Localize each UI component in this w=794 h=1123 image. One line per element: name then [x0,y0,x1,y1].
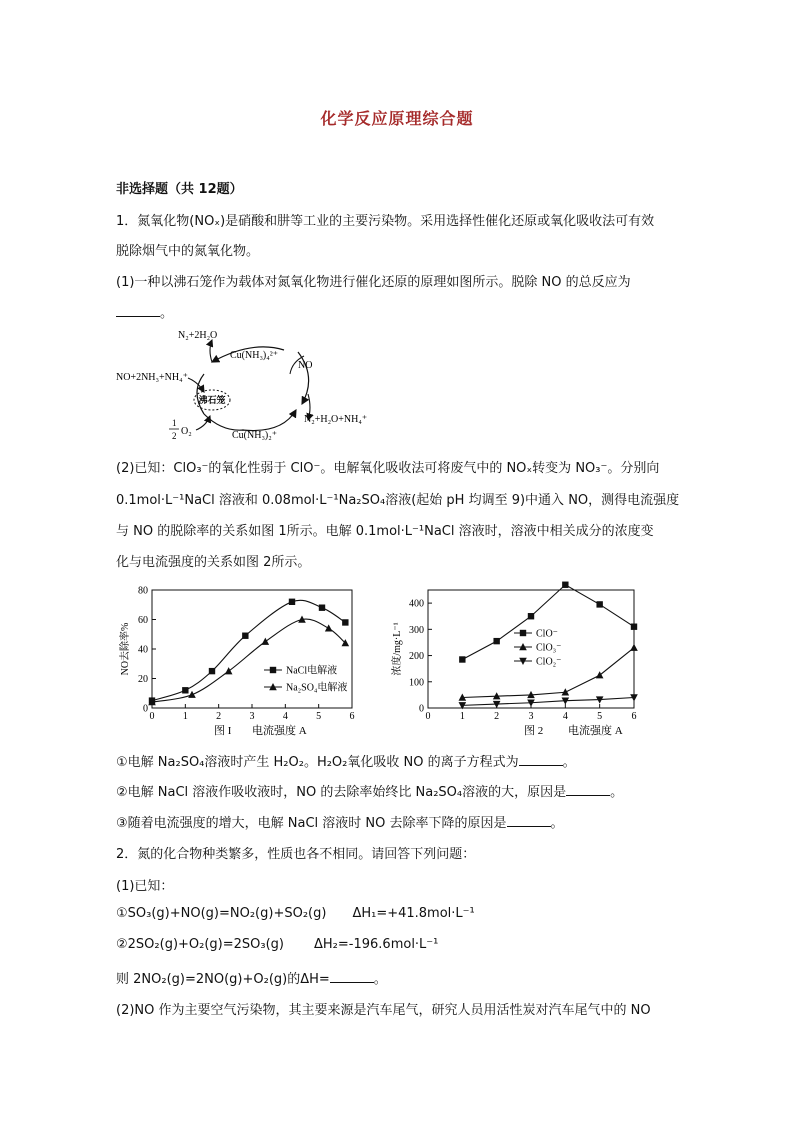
diagram-left: NO+2NH₃+NH₄⁺ [116,372,188,383]
y-tick-label: 40 [138,644,148,656]
page-title: 化学反应原理综合题 [320,109,474,128]
y-tick-label: 0 [419,703,424,715]
q2-part2: (2)NO 作为主要空气污染物，其主要来源是汽车尾气，研究人员用活性炭对汽车尾气中的 NO [116,1003,651,1018]
answer-blank[interactable] [116,304,160,317]
x-axis-label: 电流强度 A [568,725,623,737]
q1-part1-text: (1)一种以沸石笼作为载体对氮氧化物进行催化还原的原理如图所示。脱除 NO 的总反应为 [116,275,631,290]
legend-label: ClO₃⁻ [536,642,562,654]
y-tick-label: 0 [143,703,148,715]
y-tick-label: 300 [409,624,424,636]
data-point [188,691,196,698]
x-tick-label: 1 [182,711,188,722]
data-point [493,638,499,644]
data-point [289,599,295,605]
data-point [528,613,534,619]
x-tick-label: 0 [149,711,155,722]
series-line-2 [462,648,634,698]
y-tick-label: 60 [138,615,148,626]
x-tick-label: 1 [459,711,465,722]
data-point [596,601,602,607]
data-point [631,624,637,630]
data-point [459,656,465,662]
x-tick-label: 2 [216,711,222,722]
q2-eq2: ②2SO₂(g)+O₂(g)=2SO₃(g) ΔH₂=-196.6mol·L⁻¹ [116,937,439,952]
data-point [562,688,570,695]
legend-marker [270,667,276,673]
q1-sub2: ②电解 NaCl 溶液作吸收液时，NO 的去除率始终比 Na₂SO₄溶液的大，原因是 。 [116,785,624,800]
q2-part1: (1)已知： [116,879,174,894]
q1-intro-b: 脱除烟气中的氮氧化物。 [116,244,260,259]
q1-sub1: ①电解 Na₂SO₄溶液时产生 H₂O₂。H₂O₂氧化吸收 NO 的离子方程式为 。 [116,755,576,770]
figure-caption: 图 I [214,725,232,737]
y-tick-label: 200 [409,651,424,663]
legend-label: Na₂SO₄电解液 [286,682,348,694]
x-tick-label: 3 [249,711,255,722]
diagram-center: 沸石笼 [198,395,226,405]
y-axis-label: 浓度/mg·L⁻¹ [392,622,403,676]
q1-part2-a: (2)已知：ClO₃⁻的氧化性弱于 ClO⁻。电解氧化吸收法可将废气中的 NOₓ转变为 NO₃⁻。分别向 [116,461,660,476]
q1-part2-b: 0.1mol·L⁻¹NaCl 溶液和 0.08mol·L⁻¹Na₂SO₄溶液(起始 pH 均调至 9)中通入 NO，测得电流强度 [116,493,680,508]
x-axis-label: 电流强度 A [252,725,307,737]
diagram-right: NO [298,360,313,371]
diagram-top-left: N₂+2H₂O [178,330,218,341]
data-point [630,644,638,651]
x-tick-label: 0 [425,711,431,722]
legend-marker [520,630,526,636]
diagram-top-right: Cu(NH₃)₄²⁺ [230,350,279,361]
data-point [182,687,188,693]
series-line-3 [462,698,634,706]
q1-part1-answer-line: 。 [116,302,173,321]
diagram-bottom-left-o2: O₂ [181,426,192,437]
y-tick-label: 100 [409,677,424,689]
q2-intro: 2．氮的化合物种类繁多，性质也各不相同。请回答下列问题： [116,847,476,862]
x-tick-label: 3 [528,711,534,722]
figure-caption: 图 2 [524,725,544,737]
q1-part2-c: 与 NO 的脱除率的关系如图 1所示。电解 0.1mol·L⁻¹NaCl 溶液时，溶液中相关成分的浓度变 [116,524,654,539]
catalytic-cycle-diagram [112,322,372,444]
y-tick-label: 400 [409,598,424,610]
q1-sub3: ③随着电流强度的增大，电解 NaCl 溶液时 NO 去除率下降的原因是 。 [116,816,564,831]
x-tick-label: 6 [349,711,355,722]
chart-figure-1 [118,578,370,742]
data-point [209,668,215,674]
answer-blank[interactable] [519,753,563,766]
legend-label: NaCl电解液 [286,665,338,677]
q1-part2-d: 化与电流强度的关系如图 2所示。 [116,555,311,570]
data-point [225,667,233,674]
x-tick-label: 5 [597,711,603,722]
x-tick-label: 5 [316,711,322,722]
q2-eq1: ①SO₃(g)+NO(g)=NO₂(g)+SO₂(g) ΔH₁=+41.8mol·L⁻¹ [116,906,475,921]
answer-blank[interactable] [507,814,551,827]
chart-figure-2 [390,578,652,742]
legend-label: ClO₂⁻ [536,656,562,668]
data-point [262,638,270,645]
data-point [319,605,325,611]
answer-blank[interactable] [566,783,610,796]
answer-blank[interactable] [330,970,374,983]
x-tick-label: 2 [494,711,500,722]
q1-intro-a: 1．氮氧化物(NOₓ)是硝酸和肼等工业的主要污染物。采用选择性催化还原或氧化吸收法可有效 [116,214,655,229]
x-tick-label: 4 [282,711,288,722]
x-tick-label: 6 [631,711,637,722]
legend-label: ClO⁻ [536,628,558,640]
data-point [596,671,604,678]
diagram-right-lower: N₂+H₂O+NH₄⁺ [304,414,368,425]
x-tick-label: 4 [562,711,568,722]
diagram-bottom-left-num: 1 [172,418,177,428]
q2-then: 则 2NO₂(g)=2NO(g)+O₂(g)的ΔH= 。 [116,972,387,987]
data-point [562,582,568,588]
data-point [325,624,333,631]
data-point [242,633,248,639]
diagram-bottom-right: Cu(NH₃)₂⁺ [232,430,278,441]
section-heading: 非选择题（共 12题） [116,182,243,197]
plot-frame [428,590,634,708]
diagram-bottom-left-den: 2 [172,431,177,441]
y-tick-label: 20 [138,674,148,685]
y-tick-label: 80 [138,585,148,597]
data-point [342,619,348,625]
y-axis-label: NO去除率% [120,622,131,676]
